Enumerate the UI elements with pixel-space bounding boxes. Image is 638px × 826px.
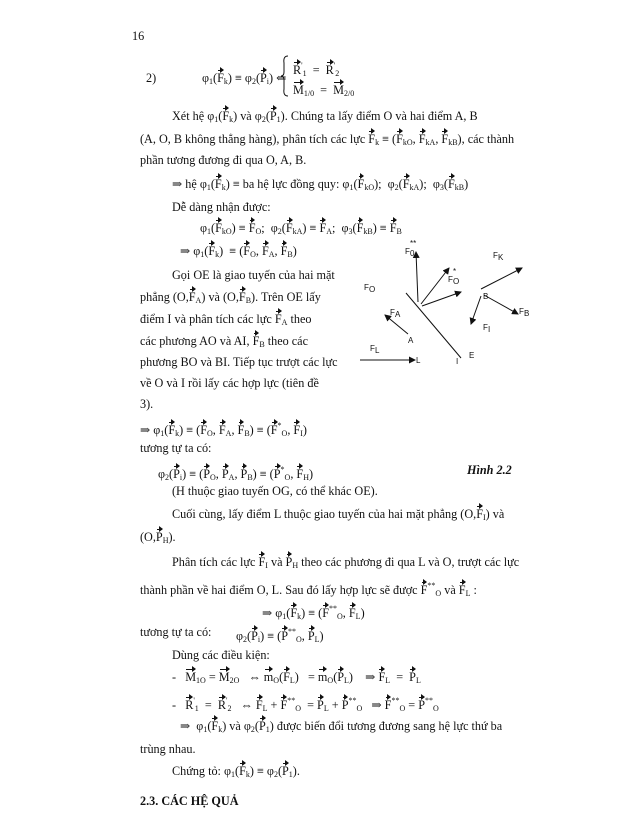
label-FI: F <box>483 323 488 332</box>
text-line: phương BO và BI. Tiếp tục trượt các lực <box>140 355 338 369</box>
brace-icon <box>281 55 289 97</box>
svg-text:**: ** <box>410 239 417 248</box>
text-line: ⇒ hệ $\varphi_1(F_k)$ ≡ ba hệ lực đồng quy: $\varphi_1(F_{kO})$; $\varphi_2(F_{kA})$; $\varphi_3(F_{kB})$ <box>172 177 469 192</box>
label-FL: F <box>370 344 375 353</box>
equivalence-formula: $\varphi_1(F_k) \equiv \varphi_2(P_i)$ ⇐ <box>202 71 287 86</box>
force-arrow <box>422 292 461 306</box>
svg-text:K: K <box>498 253 504 262</box>
text-line: $(O,P_H)$. <box>140 530 176 545</box>
label-B: B <box>483 292 489 301</box>
svg-text:A: A <box>395 310 401 319</box>
item-number: 2) <box>146 71 157 85</box>
formula-line: ⇒ $\varphi_1(F_k) \equiv (F^{**}_O$, $F_L$) <box>262 604 365 621</box>
svg-text:B: B <box>524 309 530 318</box>
formula-line: $\varphi_2(P_i) \equiv (P^{**}_O$, $P_L$) <box>236 627 324 644</box>
force-arrow <box>416 252 418 302</box>
formula-line: ⇒ $\varphi_1(F_k) \equiv (F_O$, $F_A$, $F_B$) <box>180 244 297 259</box>
figure-caption: Hình 2.2 <box>467 463 512 477</box>
text-line: về O và I rồi lấy các hợp lực (tiên đề <box>140 376 319 390</box>
label-FA: F <box>390 308 395 317</box>
text-line: 3). <box>140 397 154 411</box>
label-FB: F <box>519 307 524 316</box>
force-diagram <box>356 238 542 372</box>
label-A: A <box>408 336 414 345</box>
text-line: Chứng tỏ: $\varphi_1(F_k) \equiv \varphi_2(P_1)$. <box>172 764 300 779</box>
text-line: tương tự ta có: <box>140 441 212 455</box>
condition-1: $R'_1 = R'_2$ <box>293 61 340 78</box>
text-line: phần tương đương đi qua O, A, B. <box>140 153 307 167</box>
label-F0-star: F <box>448 275 453 284</box>
text-line: phẳng $(O,F_A)$ và $(O,F_B)$. Trên OE lấy <box>140 290 321 305</box>
force-arrow <box>484 295 518 314</box>
svg-text:L: L <box>375 346 380 355</box>
condition-line: - $R'_1 = R'_2$ ⇔ $F_L + F^{**}_O = P_L + P^{**}_O$ ⇒ $F^{**}_O = P^{**}_O$ <box>172 696 439 713</box>
force-arrow <box>421 268 449 304</box>
text-line: tương tự ta có: <box>140 625 212 639</box>
svg-text:O: O <box>453 277 460 286</box>
text-line: thành phần về hai điểm O, L. Sau đó lấy hợp lực sẽ được $F^{**}_O$ và $F_L$ : <box>140 581 477 598</box>
text-line: Dùng các điều kiện: <box>172 648 270 662</box>
page-number: 16 <box>132 29 145 43</box>
svg-text:O: O <box>369 285 376 294</box>
text-line: Cuối cùng, lấy điểm L thuộc giao tuyến của hai mặt phẳng $(O,F_I)$ và <box>172 507 505 522</box>
formula-line: $\varphi_1(F_{kO}) \equiv F_O$; $\varphi_2(F_{kA}) \equiv F_A$; $\varphi_3(F_{kB}) \equiv F_B$ <box>200 221 402 236</box>
text-line: Xét hệ $\varphi_1(F_k)$ và $\varphi_2(P_1)$. Chúng ta lấy điểm O và hai điểm A, B <box>172 109 478 124</box>
label-E: E <box>469 351 475 360</box>
section-heading: 2.3. CÁC HỆ QUẢ <box>140 794 239 808</box>
text-line: Phân tích các lực $F_I$ và $P_H$ theo các phương đi qua L và O, trượt các lực <box>172 555 520 570</box>
label-FK: F <box>493 251 498 260</box>
text-line: (A, O, B không thẳng hàng), phân tích các lực $F_k \equiv (F_{kO}$, $F_{kA}$, $F_{kB}$), các thành <box>140 132 515 147</box>
condition-2: $M_{1/0} = M_{2/0}$ <box>293 83 355 98</box>
label-I: I <box>456 357 459 366</box>
formula-line: ⇒ $\varphi_1(F_k) \equiv (F_O$, $F_A$, $F_B) \equiv (F^*_O$, $F_I$) <box>140 421 307 438</box>
text-line: (H thuộc giao tuyến OG, có thể khác OE). <box>172 484 378 498</box>
svg-text:0: 0 <box>410 249 415 258</box>
condition-line: - $M_{1O} = M_{2O}$ ⇔ $m_O(F_L) = m_O(P_L)$ ⇒ $F_L = P_L$ <box>172 670 421 685</box>
label-F0: F <box>364 283 369 292</box>
formula-line: $\varphi_2(P_i) \equiv (P_O$, $P_A$, $P_B) \equiv (P^*_O$, $F_H$) <box>158 465 314 482</box>
text-line: các phương AO và AI, $F_B$ theo các <box>140 334 308 349</box>
force-arrow <box>471 296 481 324</box>
text-line: điểm I và phân tích các lực $F_A$ theo <box>140 312 312 327</box>
label-F0-double-star: F <box>405 247 410 256</box>
text-line: Gọi OE là giao tuyến của hai mặt <box>172 268 335 282</box>
svg-text:*: * <box>453 267 457 276</box>
text-line: trùng nhau. <box>140 742 196 756</box>
svg-text:I: I <box>488 325 491 334</box>
text-line: Dễ dàng nhận được: <box>172 200 271 214</box>
text-line: ⇒ $\varphi_1(F_k)$ và $\varphi_2(P_1)$ được biến đổi tương đương sang hệ lực thứ ba <box>180 719 503 734</box>
label-L: L <box>416 356 421 365</box>
force-arrow <box>481 268 522 289</box>
